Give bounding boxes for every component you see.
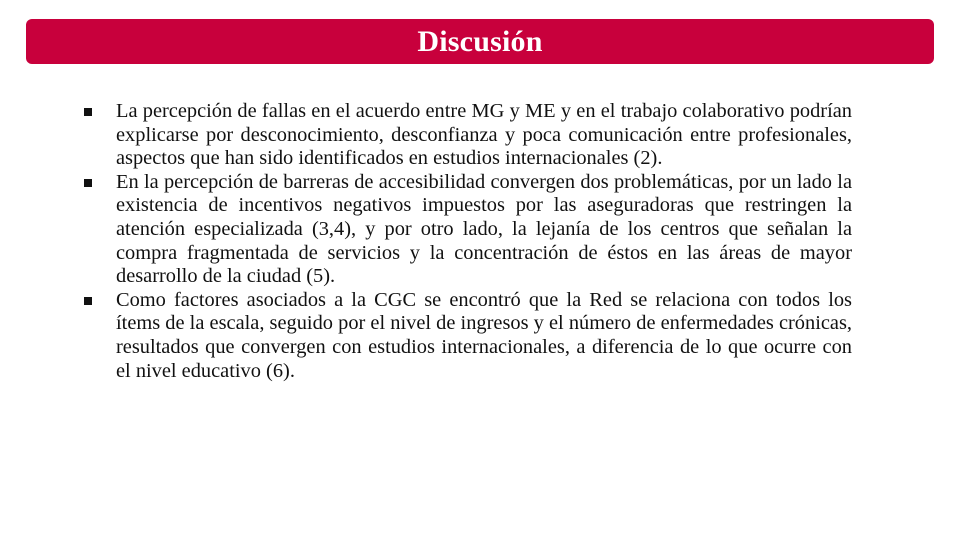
bullet-list — [84, 100, 852, 383]
bullet-text: La percepción de fallas en el acuerdo entre MG y ME y en el trabajo colaborativo podrían explicarse por desconocimiento, desconfianza y poca comunicación entre profesionales, aspectos que han sido identificados en estudios internacionales (2). — [116, 100, 852, 170]
bullet-item — [84, 171, 852, 289]
square-bullet-icon — [84, 297, 92, 305]
bullet-item — [84, 289, 852, 383]
bullet-text: Como factores asociados a la CGC se encontró que la Red se relaciona con todos los ítems de la escala, seguido por el nivel de ingresos y el número de enfermedades crónicas, resultados que convergen con estudios internacionales, a diferencia de lo que ocurre con el nivel educativo (6). — [116, 288, 852, 382]
square-bullet-icon — [84, 108, 92, 116]
title-bar — [26, 19, 934, 64]
bullet-item — [84, 100, 852, 171]
square-bullet-icon — [84, 179, 92, 187]
bullet-text: En la percepción de barreras de accesibilidad convergen dos problemáticas, por un lado la existencia de incentivos negativos impuestos por las aseguradoras que restringen la atención especializada (3,4), y por otro lado, la lejanía de los centros que señalan la compra fragmentada de servicios y la concentración de éstos en las áreas de mayor desarrollo de la ciudad (5). — [116, 170, 852, 288]
slide-title: Discusión — [417, 24, 543, 58]
